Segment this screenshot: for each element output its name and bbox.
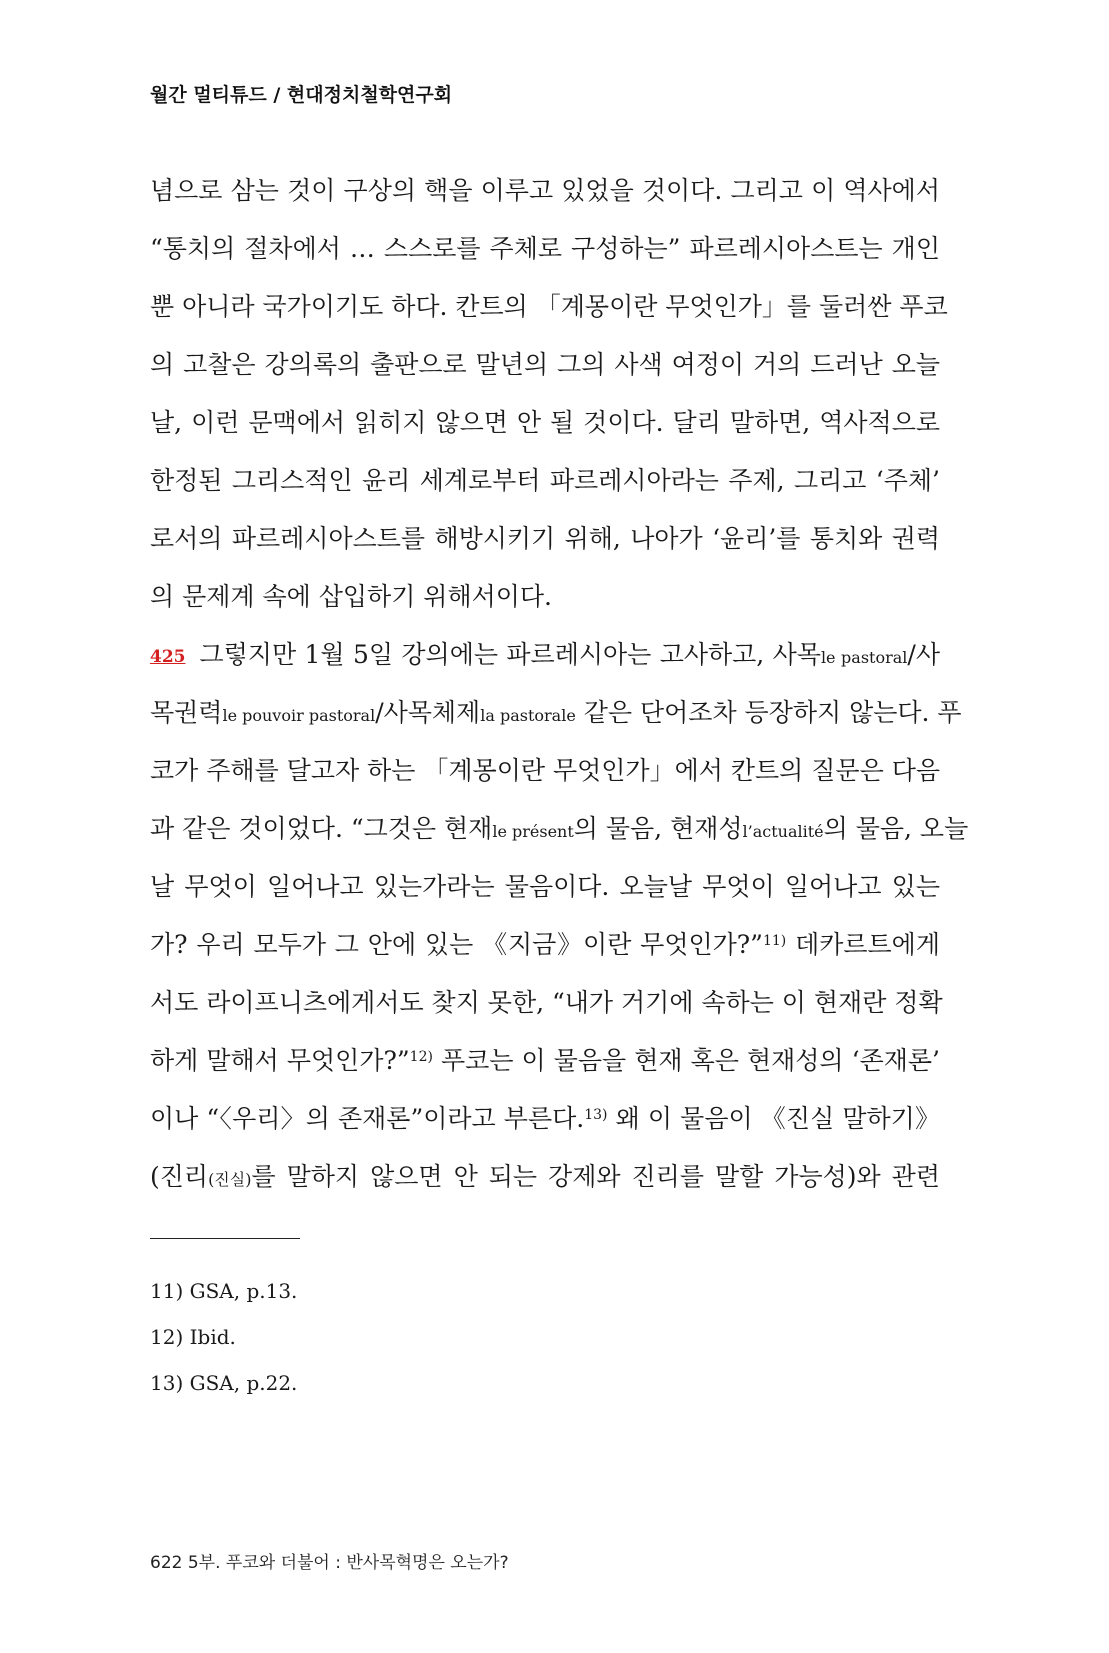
body-text [150, 162, 969, 1206]
text-line [150, 626, 940, 684]
text-line: 의 문제계 속에 삽입하기 위해서이다. [150, 582, 552, 611]
text-span: 같은 단어조차 등장하지 않는다. 푸 [575, 698, 962, 727]
text-line: 로서의 파르레시아스트를 해방시키기 위해, 나아가 ‘윤리’를 통치와 권력 [150, 524, 940, 553]
french-term: le pastoral [820, 648, 908, 667]
text-line: 코가 주해를 달고자 하는 「계몽이란 무엇인가」에서 칸트의 질문은 다음 [150, 756, 940, 785]
text-line: 념으로 삼는 것이 구상의 핵을 이루고 있었을 것이다. 그리고 이 역사에서 [150, 176, 940, 205]
french-term: le pouvoir pastoral [222, 706, 376, 725]
text-line: 한정된 그리스적인 윤리 세계로부터 파르레시아라는 주제, 그리고 ‘주체’ [150, 466, 940, 495]
text-span: /사 [907, 640, 940, 669]
footnote-ref[interactable]: 12) [409, 1049, 433, 1065]
text-line [150, 800, 969, 858]
text-line [150, 1148, 940, 1206]
french-term: la pastorale [480, 706, 576, 725]
running-head: 월간 멀티튜드 / 현대정치철학연구회 [150, 84, 453, 106]
french-term: le présent [492, 822, 574, 841]
text-line: 날, 이런 문맥에서 읽히지 않으면 안 될 것이다. 달리 말하면, 역사적으로 [150, 408, 940, 437]
text-span: 데카르트에게 [786, 930, 940, 959]
text-line: 서도 라이프니츠에게서도 찾지 못한, “내가 거기에 속하는 이 현재란 정확 [150, 988, 943, 1017]
text-span: 과 같은 것이었다. “그것은 현재 [150, 814, 493, 843]
footnote-item: 13) GSA, p.22. [150, 1371, 298, 1395]
text-span: 를 말하지 않으면 안 되는 강제와 진리를 말할 가능성)와 관련 [251, 1162, 940, 1191]
footnotes [150, 1268, 297, 1406]
text-span: 의 물음, 오늘 [823, 814, 969, 843]
footnote-item: 12) Ibid. [150, 1325, 236, 1349]
text-line: 뿐 아니라 국가이기도 하다. 칸트의 「계몽이란 무엇인가」를 둘러싼 푸코 [150, 292, 948, 321]
text-span: 의 물음, 현재성 [573, 814, 743, 843]
text-line [150, 1032, 940, 1090]
text-line [150, 916, 940, 974]
footnote-divider [150, 1238, 300, 1239]
text-line: 날 무엇이 일어나고 있는가라는 물음이다. 오늘날 무엇이 일어나고 있는 [150, 872, 940, 901]
text-span: 가? 우리 모두가 그 안에 있는 《지금》이란 무엇인가?” [150, 930, 763, 959]
text-span: 왜 이 물음이 《진실 말하기》 [607, 1104, 940, 1133]
text-span: 이나 “〈우리〉의 존재론”이라고 부른다. [150, 1104, 585, 1133]
text-span: (진리 [150, 1162, 209, 1191]
text-span: /사목체제 [375, 698, 481, 727]
text-span: 그렇지만 1월 5일 강의에는 파르레시아는 고사하고, 사목 [199, 640, 821, 669]
text-line: “통치의 절차에서 … 스스로를 주체로 구성하는” 파르레시아스트는 개인 [150, 234, 940, 263]
section-marker: 425 [150, 647, 186, 667]
text-line: 의 고찰은 강의록의 출판으로 말년의 그의 사색 여정이 거의 드러난 오늘 [150, 350, 940, 379]
footnote-ref[interactable]: 11) [762, 933, 787, 949]
inline-gloss: (진실) [208, 1170, 252, 1189]
text-line [150, 1090, 940, 1148]
footnote-item: 11) GSA, p.13. [150, 1279, 298, 1303]
french-term: l’actualité [742, 822, 824, 841]
text-line [150, 684, 962, 742]
paragraph-1 [150, 162, 948, 626]
text-span: 목권력 [150, 698, 223, 727]
paragraph-2 [150, 626, 969, 1206]
text-span: 푸코는 이 물음을 현재 혹은 현재성의 ‘존재론’ [432, 1046, 940, 1075]
page-footer: 622 5부. 푸코와 더불어 : 반사목혁명은 오는가? [150, 1553, 509, 1573]
text-span: 하게 말해서 무엇인가?” [150, 1046, 410, 1075]
footnote-ref[interactable]: 13) [584, 1107, 608, 1123]
